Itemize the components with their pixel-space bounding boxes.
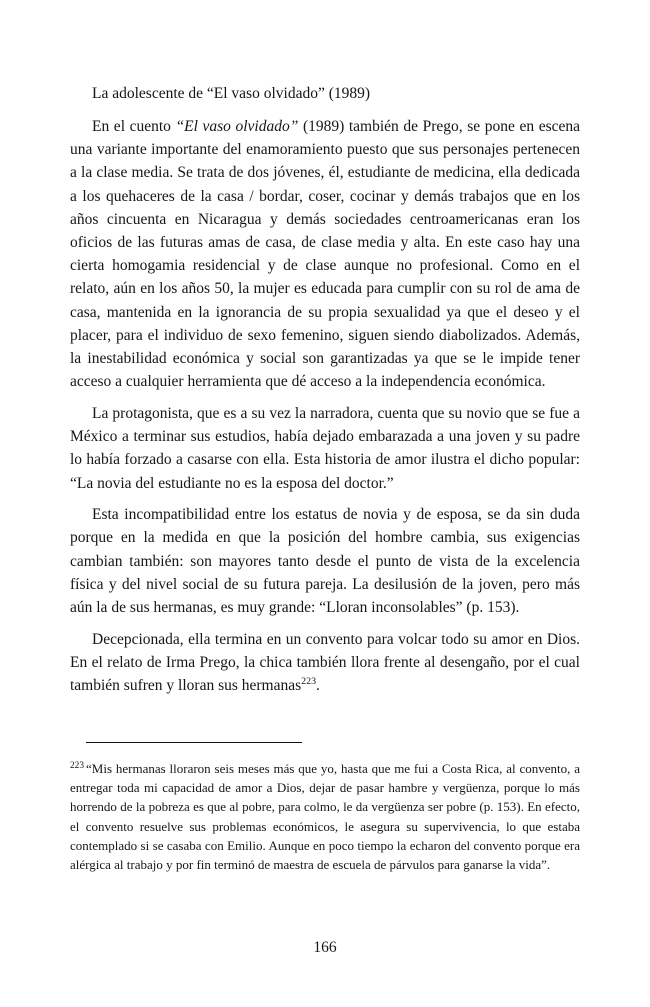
- section-heading: La adolescente de “El vaso olvidado” (1989): [92, 85, 371, 102]
- footnote-entry: [70, 759, 580, 874]
- paragraph-3: Esta incompatibilidad entre los estatus de novia y de esposa, se da sin duda porque en la medida en que la posición del hombre cambia, sus exigencias cambian también: son mayores tanto desde el punto de vista de la excelencia física y del nivel social de su futura pareja. La desilusión de la joven, pero más aún la de sus hermanas, es muy grande: “Lloran inconsolables” (p. 153).: [70, 506, 580, 617]
- paragraph-4-trailing: .: [316, 677, 320, 695]
- footnote-separator-rule: [86, 742, 302, 743]
- paragraph-1-lead: En el cuento: [92, 118, 176, 135]
- paragraph-1-story-title: “El vaso olvidado”: [175, 118, 299, 135]
- paragraph-4-text: Decepcionada, ella termina en un convento para volcar todo su amor en Dios. En el relato de Irma Prego, la chica también llora frente al desengaño, por el cual también sufren y lloran sus hermanas: [70, 630, 580, 695]
- footnote-body-text: “Mis hermanas lloraron seis meses más que yo, hasta que me fui a Costa Rica, al convento, a entregar toda mi capacidad de amor a Dios, dejar de pasar hambre y vergüenza, porque lo más horrendo de la pobreza es que al pobre, para colmo, le da vergüenza ser pobre (p. 153). En efecto, el convento resuelve sus problemas económicos, le asegura su supervivencia, lo que estaba contemplado si se casaba con Emilio. Aunque en poco tiempo la echaron del convento porque era alérgica al trabajo y por fin terminó de maestra de escuela de párvulos para ganarse la vida”.: [70, 761, 580, 873]
- page-body-content: [70, 82, 580, 697]
- paragraph-1-rest: (1989) también de Prego, se pone en escena una variante importante del enamoramiento puesto que sus personajes pertenecen a la clase media. Se trata de dos jóvenes, él, estudiante de medicina, ella dedicada a los quehaceres de la casa / bordar, coser, cocinar y demás trabajos que en los años cincuenta en Nicaragua y demás sociedades centroamericanas eran los oficios de las futuras amas de casa, de clase media y alta. En este caso hay una cierta homogamia residencial y de clase aunque no profesional. Como en el relato, aún en los años 50, la mujer es educada para cumplir con su rol de ama de casa, mantenida en la ignorancia de su propia sexualidad ya que el deseo y el placer, para el individuo de sexo femenino, siguen siendo diabolizados. Además, la inestabilidad económica y social son garantizadas ya que se le impide tener acceso a cualquier herramienta que dé acceso a la independencia económica.: [70, 118, 580, 391]
- paragraph-1: [70, 115, 580, 393]
- page-number: 166: [313, 939, 337, 956]
- paragraph-2: La protagonista, que es a su vez la narradora, cuenta que su novio que se fue a México a terminar sus estudios, había dejado embarazada a una joven y su padre lo había forzado a casarse con ella. Esta historia de amor ilustra el dicho popular: “La novia del estudiante no es la esposa del doctor.”: [70, 404, 580, 492]
- footnote-area: [70, 742, 580, 874]
- footnote-reference-marker[interactable]: 223: [301, 676, 317, 688]
- footnote-number: 223: [70, 760, 85, 771]
- paragraph-4: [70, 628, 580, 698]
